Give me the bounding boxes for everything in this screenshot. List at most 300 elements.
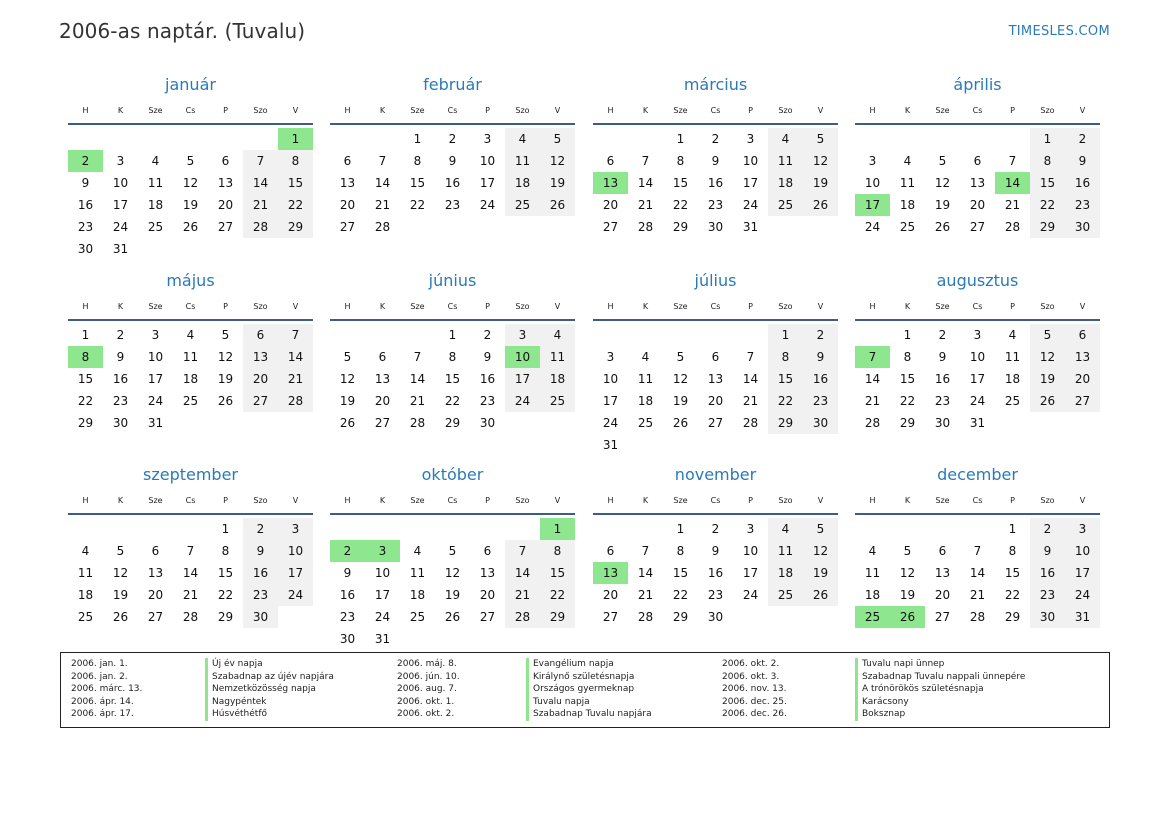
day-cell: 17 (479, 176, 496, 190)
day-cell: 25 (637, 416, 654, 430)
day-cell: 5 (221, 328, 230, 342)
day-cell: 3 (1065, 518, 1100, 540)
day-cell: 28 (409, 416, 426, 430)
month-name: szeptember (142, 465, 238, 484)
day-cell: 4 (151, 154, 160, 168)
day-cell: 2 (711, 132, 720, 146)
day-cell: 9 (483, 350, 492, 364)
day-cell: 31 (1065, 606, 1100, 628)
day-cell: 13 (479, 566, 496, 580)
day-cell: 30 (77, 242, 94, 256)
day-cell: 9 (81, 176, 90, 190)
day-cell: 19 (672, 394, 689, 408)
month-block (593, 74, 838, 238)
day-cell: 16 (444, 176, 461, 190)
day-cell: 19 (540, 172, 575, 194)
day-cell: 21 (1004, 198, 1021, 212)
empty-cell (103, 128, 138, 150)
day-cell: 21 (637, 588, 654, 602)
empty-cell (995, 128, 1030, 150)
day-cell: 14 (742, 372, 759, 386)
month-name: július (694, 271, 737, 290)
day-grid (330, 324, 575, 434)
weekday-label: K (379, 302, 386, 311)
weekday-label: H (869, 106, 876, 115)
day-cell: 8 (676, 544, 685, 558)
weekday-label: P (1010, 496, 1015, 505)
day-cell: 19 (803, 172, 838, 194)
weekday-header (855, 99, 1100, 125)
day-cell: 21 (278, 368, 313, 390)
day-cell: 16 (479, 372, 496, 386)
day-cell: 7 (641, 544, 650, 558)
weekday-label: V (554, 106, 561, 115)
day-cell: 8 (413, 154, 422, 168)
weekday-header (593, 295, 838, 321)
day-cell: 14 (637, 176, 654, 190)
day-cell: 4 (903, 154, 912, 168)
weekday-label: P (223, 302, 228, 311)
day-cell: 7 (413, 350, 422, 364)
month-block (330, 270, 575, 434)
day-cell: 4 (768, 128, 803, 150)
holiday-entry: Nemzetközösség napja (205, 683, 334, 696)
weekday-label: Sze (673, 302, 688, 311)
day-cell: 17 (147, 372, 164, 386)
weekday-label: V (1079, 302, 1086, 311)
day-grid (855, 518, 1100, 628)
day-cell: 30 (339, 632, 356, 646)
month-block (330, 74, 575, 238)
day-cell: 29 (278, 216, 313, 238)
weekday-label: Cs (710, 106, 721, 115)
day-cell: 10 (742, 544, 759, 558)
day-cell: 21 (243, 194, 278, 216)
day-cell: 3 (116, 154, 125, 168)
day-cell: 20 (969, 198, 986, 212)
day-cell: 18 (1004, 372, 1021, 386)
day-cell: 5 (116, 544, 125, 558)
day-cell: 25 (540, 390, 575, 412)
weekday-label: V (1079, 496, 1086, 505)
day-cell: 7 (973, 544, 982, 558)
day-grid (68, 518, 313, 628)
empty-cell (593, 324, 628, 346)
day-cell: 5 (803, 518, 838, 540)
weekday-label: Sze (148, 302, 163, 311)
day-cell: 18 (540, 368, 575, 390)
day-cell: 13 (1065, 346, 1100, 368)
empty-cell (400, 324, 435, 346)
holiday-entry: 2006. nov. 13. (722, 684, 787, 695)
holiday-entry: 2006. okt. 2. (722, 659, 780, 669)
day-cell: 6 (483, 544, 492, 558)
holiday-day-cell: 14 (995, 172, 1030, 194)
day-grid (68, 128, 313, 260)
day-cell: 27 (969, 220, 986, 234)
holiday-dates-col-3 (722, 658, 787, 721)
day-cell: 24 (278, 584, 313, 606)
day-cell: 2 (803, 324, 838, 346)
day-cell: 22 (768, 390, 803, 412)
day-cell: 19 (803, 562, 838, 584)
weekday-label: Sze (148, 496, 163, 505)
weekday-label: Szo (778, 496, 793, 505)
weekday-label: K (379, 496, 386, 505)
holiday-names-col-1 (205, 658, 334, 721)
empty-cell (330, 518, 365, 540)
day-cell: 19 (899, 588, 916, 602)
day-cell: 15 (899, 372, 916, 386)
day-cell: 15 (672, 176, 689, 190)
day-cell: 23 (444, 198, 461, 212)
day-cell: 10 (742, 154, 759, 168)
day-cell: 11 (540, 346, 575, 368)
day-grid (855, 324, 1100, 434)
weekday-label: Szo (1040, 496, 1055, 505)
month-name: április (953, 75, 1002, 94)
day-cell: 22 (444, 394, 461, 408)
weekday-label: K (904, 106, 911, 115)
month-block (855, 270, 1100, 434)
empty-cell (593, 128, 628, 150)
day-cell: 11 (637, 372, 654, 386)
holiday-day-cell: 2 (330, 540, 365, 562)
day-cell: 1 (1030, 128, 1065, 150)
weekday-label: H (82, 302, 89, 311)
day-cell: 8 (448, 350, 457, 364)
day-cell: 2 (1030, 518, 1065, 540)
day-cell: 28 (969, 610, 986, 624)
weekday-label: K (642, 496, 649, 505)
day-cell: 20 (147, 588, 164, 602)
holiday-entry: Evangélium napja (526, 658, 652, 671)
day-cell: 5 (448, 544, 457, 558)
day-cell: 10 (479, 154, 496, 168)
day-cell: 20 (479, 588, 496, 602)
day-cell: 27 (374, 416, 391, 430)
empty-cell (435, 518, 470, 540)
day-cell: 26 (444, 610, 461, 624)
day-cell: 30 (707, 220, 724, 234)
day-cell: 2 (448, 132, 457, 146)
day-cell: 9 (938, 350, 947, 364)
holiday-day-cell: 10 (505, 346, 540, 368)
day-cell: 14 (243, 172, 278, 194)
brand-link[interactable]: TIMESLES.COM (1008, 24, 1110, 39)
day-cell: 29 (217, 610, 234, 624)
day-cell: 24 (742, 588, 759, 602)
weekday-label: Cs (447, 302, 458, 311)
day-cell: 1 (903, 328, 912, 342)
day-cell: 17 (112, 198, 129, 212)
day-cell: 29 (768, 412, 803, 434)
day-cell: 11 (182, 350, 199, 364)
holiday-day-cell: 26 (890, 606, 925, 628)
day-cell: 23 (339, 610, 356, 624)
day-cell: 26 (1030, 390, 1065, 412)
day-cell: 2 (483, 328, 492, 342)
day-cell: 22 (540, 584, 575, 606)
day-cell: 8 (768, 346, 803, 368)
day-cell: 9 (711, 154, 720, 168)
day-cell: 6 (243, 324, 278, 346)
day-cell: 12 (899, 566, 916, 580)
page-title: 2006-as naptár. (Tuvalu) (59, 19, 306, 43)
weekday-header (330, 99, 575, 125)
empty-cell (593, 518, 628, 540)
day-cell: 25 (1004, 394, 1021, 408)
day-cell: 23 (77, 220, 94, 234)
empty-cell (733, 324, 768, 346)
day-cell: 12 (672, 372, 689, 386)
day-cell: 22 (672, 198, 689, 212)
weekday-label: K (642, 302, 649, 311)
weekday-label: H (869, 302, 876, 311)
day-cell: 11 (899, 176, 916, 190)
day-cell: 23 (112, 394, 129, 408)
empty-cell (138, 128, 173, 150)
day-cell: 5 (343, 350, 352, 364)
day-cell: 2 (1065, 128, 1100, 150)
weekday-label: H (344, 496, 351, 505)
day-cell: 4 (540, 324, 575, 346)
day-cell: 27 (934, 610, 951, 624)
weekday-label: Szo (1040, 302, 1055, 311)
weekday-header (330, 295, 575, 321)
day-cell: 30 (1030, 606, 1065, 628)
day-cell: 12 (803, 150, 838, 172)
weekday-header (593, 99, 838, 125)
day-cell: 22 (77, 394, 94, 408)
weekday-label: Szo (253, 106, 268, 115)
weekday-header (68, 99, 313, 125)
empty-cell (960, 128, 995, 150)
holiday-list (60, 652, 1110, 728)
day-cell: 6 (606, 154, 615, 168)
day-cell: 5 (938, 154, 947, 168)
holiday-entry: Szabadnap Tuvalu nappali ünnepére (855, 671, 1025, 684)
holiday-entry: 2006. okt. 3. (722, 671, 780, 682)
day-cell: 11 (409, 566, 426, 580)
day-cell: 24 (864, 220, 881, 234)
day-cell: 13 (707, 372, 724, 386)
weekday-label: Szo (1040, 106, 1055, 115)
day-cell: 15 (768, 368, 803, 390)
day-grid (593, 518, 838, 628)
month-block (68, 270, 313, 434)
day-cell: 8 (903, 350, 912, 364)
empty-cell (365, 324, 400, 346)
weekday-label: H (869, 496, 876, 505)
weekday-label: Sze (148, 106, 163, 115)
day-cell: 20 (602, 198, 619, 212)
day-cell: 20 (243, 368, 278, 390)
day-cell: 7 (641, 154, 650, 168)
empty-cell (925, 518, 960, 540)
day-cell: 27 (243, 390, 278, 412)
day-cell: 28 (742, 416, 759, 430)
day-cell: 6 (151, 544, 160, 558)
day-cell: 24 (479, 198, 496, 212)
day-cell: 15 (217, 566, 234, 580)
day-cell: 18 (637, 394, 654, 408)
day-cell: 18 (505, 172, 540, 194)
weekday-label: K (117, 302, 124, 311)
day-cell: 26 (803, 584, 838, 606)
weekday-label: K (117, 106, 124, 115)
day-cell: 17 (278, 562, 313, 584)
day-cell: 21 (969, 588, 986, 602)
weekday-label: K (904, 496, 911, 505)
day-cell: 24 (147, 394, 164, 408)
empty-cell (138, 518, 173, 540)
empty-cell (628, 128, 663, 150)
day-cell: 16 (339, 588, 356, 602)
day-grid (593, 324, 838, 456)
weekday-label: Sze (935, 496, 950, 505)
day-cell: 27 (602, 610, 619, 624)
day-cell: 4 (1008, 328, 1017, 342)
day-cell: 29 (540, 606, 575, 628)
day-cell: 25 (899, 220, 916, 234)
day-cell: 24 (742, 198, 759, 212)
day-cell: 14 (637, 566, 654, 580)
day-cell: 6 (221, 154, 230, 168)
day-cell: 8 (221, 544, 230, 558)
day-cell: 23 (1065, 194, 1100, 216)
day-cell: 19 (934, 198, 951, 212)
weekday-label: V (292, 106, 299, 115)
day-cell: 14 (374, 176, 391, 190)
day-cell: 11 (768, 540, 803, 562)
weekday-label: P (1010, 106, 1015, 115)
month-name: december (937, 465, 1018, 484)
day-cell: 26 (540, 194, 575, 216)
empty-cell (890, 128, 925, 150)
weekday-label: H (344, 302, 351, 311)
day-cell: 9 (448, 154, 457, 168)
holiday-entry: 2006. jún. 10. (397, 671, 460, 682)
day-cell: 28 (637, 610, 654, 624)
day-cell: 10 (374, 566, 391, 580)
holiday-day-cell: 17 (855, 194, 890, 216)
empty-cell (68, 518, 103, 540)
holiday-entry: 2006. dec. 25. (722, 696, 787, 707)
day-cell: 4 (505, 128, 540, 150)
day-grid (330, 518, 575, 650)
day-cell: 8 (278, 150, 313, 172)
weekday-label: H (607, 106, 614, 115)
month-name: augusztus (936, 271, 1019, 290)
day-cell: 3 (606, 350, 615, 364)
day-cell: 12 (540, 150, 575, 172)
empty-cell (470, 518, 505, 540)
day-grid (593, 128, 838, 238)
day-cell: 16 (707, 566, 724, 580)
day-cell: 13 (374, 372, 391, 386)
day-cell: 17 (1065, 562, 1100, 584)
weekday-label: P (485, 496, 490, 505)
day-cell: 21 (637, 198, 654, 212)
empty-cell (173, 518, 208, 540)
month-block (855, 74, 1100, 238)
day-cell: 30 (1065, 216, 1100, 238)
day-cell: 4 (641, 350, 650, 364)
day-cell: 23 (707, 588, 724, 602)
day-cell: 3 (973, 328, 982, 342)
day-cell: 10 (147, 350, 164, 364)
empty-cell (925, 128, 960, 150)
weekday-label: P (1010, 302, 1015, 311)
day-cell: 23 (707, 198, 724, 212)
day-cell: 28 (1004, 220, 1021, 234)
day-cell: 17 (602, 394, 619, 408)
day-cell: 26 (803, 194, 838, 216)
day-cell: 7 (505, 540, 540, 562)
empty-cell (173, 128, 208, 150)
day-cell: 14 (864, 372, 881, 386)
day-cell: 27 (217, 220, 234, 234)
day-cell: 16 (1030, 562, 1065, 584)
day-cell: 6 (938, 544, 947, 558)
holiday-entry: Szabadnap Tuvalu napjára (526, 708, 652, 721)
day-cell: 11 (768, 150, 803, 172)
day-cell: 21 (182, 588, 199, 602)
day-cell: 12 (934, 176, 951, 190)
holiday-dates-col-2 (397, 658, 460, 721)
day-cell: 6 (973, 154, 982, 168)
empty-cell (243, 128, 278, 150)
weekday-label: Szo (778, 106, 793, 115)
day-cell: 4 (868, 544, 877, 558)
holiday-entry: 2006. okt. 2. (397, 709, 455, 720)
holiday-entry: Királynő születésnapja (526, 671, 652, 684)
day-grid (855, 128, 1100, 238)
day-cell: 20 (934, 588, 951, 602)
holiday-entry: 2006. okt. 1. (397, 696, 455, 707)
day-cell: 16 (934, 372, 951, 386)
day-cell: 1 (676, 522, 685, 536)
empty-cell (68, 128, 103, 150)
holiday-entry: 2006. ápr. 14. (71, 696, 134, 707)
day-cell: 15 (444, 372, 461, 386)
day-cell: 6 (711, 350, 720, 364)
weekday-header (68, 489, 313, 515)
day-cell: 1 (768, 324, 803, 346)
holiday-day-cell: 7 (855, 346, 890, 368)
day-cell: 12 (217, 350, 234, 364)
weekday-header (593, 489, 838, 515)
day-cell: 28 (374, 220, 391, 234)
day-cell: 1 (676, 132, 685, 146)
holiday-entry: Új év napja (205, 658, 334, 671)
day-grid (330, 128, 575, 238)
day-cell: 6 (378, 350, 387, 364)
day-cell: 27 (1065, 390, 1100, 412)
weekday-header (330, 489, 575, 515)
day-cell: 16 (1065, 172, 1100, 194)
weekday-label: P (485, 106, 490, 115)
day-cell: 17 (742, 176, 759, 190)
day-cell: 9 (1030, 540, 1065, 562)
day-cell: 1 (448, 328, 457, 342)
empty-cell (365, 128, 400, 150)
weekday-label: Sze (673, 496, 688, 505)
day-cell: 8 (540, 540, 575, 562)
day-cell: 29 (444, 416, 461, 430)
day-cell: 13 (969, 176, 986, 190)
